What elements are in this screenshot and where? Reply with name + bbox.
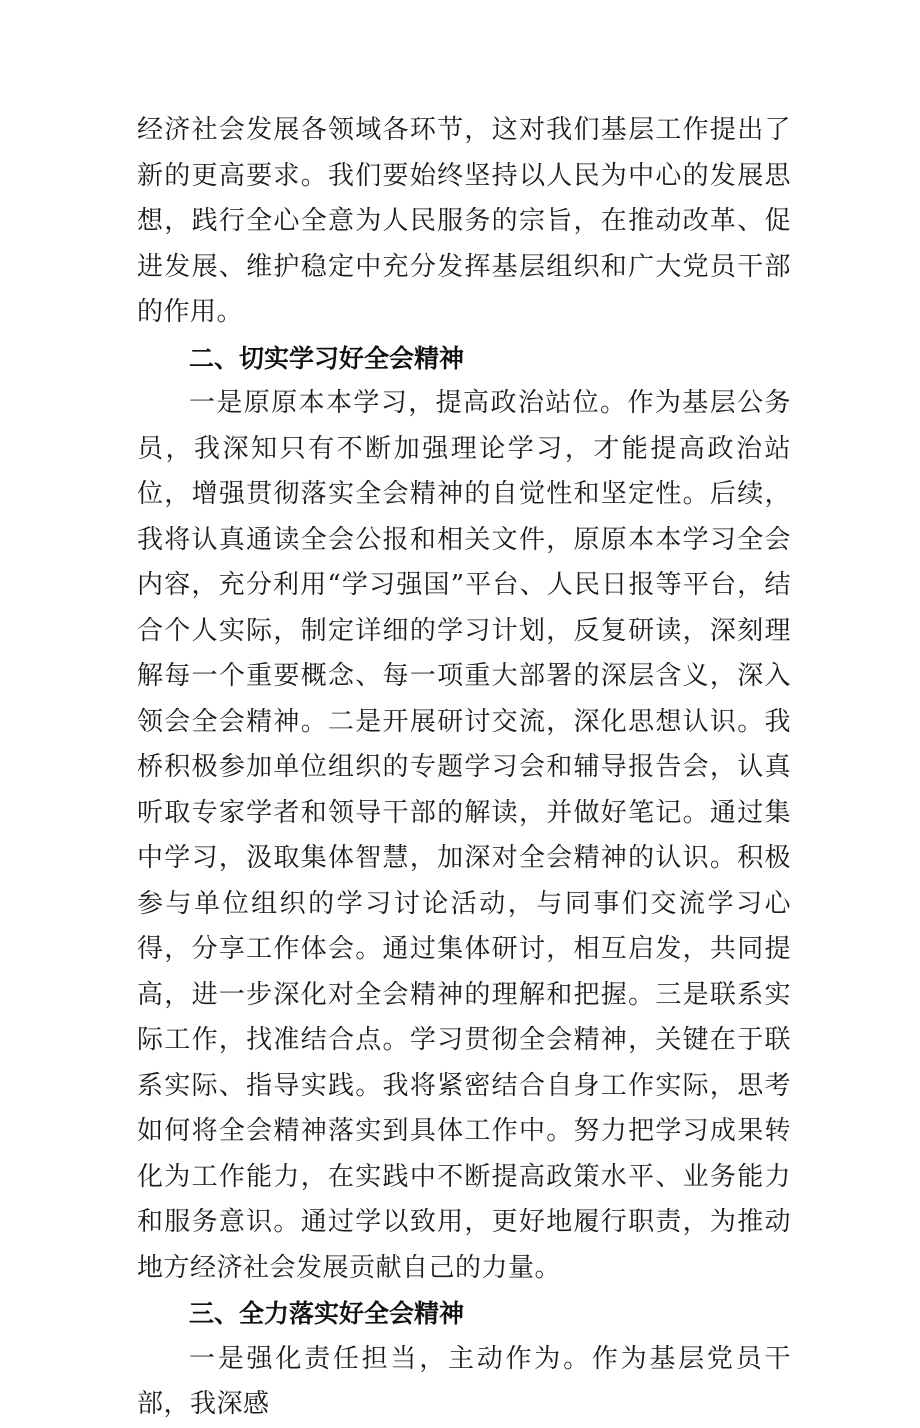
section-heading-3: 三、全力落实好全会精神 [189, 1299, 465, 1328]
section-heading-2: 二、切实学习好全会精神 [189, 343, 465, 373]
body-paragraph-3: 一是强化责任担当，主动作为。作为基层党员干部，我深感 [137, 1343, 791, 1419]
body-paragraph-2: 一是原原本本学习，提高政治站位。作为基层公务员，我深知只有不断加强理论学习，才能提高政治站位，增强贯彻落实全会精神的自觉性和坚定性。后续，我将认真通读全会公报和相关文件，原原本本学习全会内容，充分利用“学习强国”平台、人民日报等平台，结合个人实际，制定详细的学习计划，反复研读，深刻理解每一个重要概念、每一项重大部署的深层含义，深入领会全会精神。二是开展研讨交流，深化思想认识。我桥积极参加单位组织的专题学习会和辅导报告会，认真听取专家学者和领导干部的解读，并做好笔记。通过集中学习，汲取集体智慧，加深对全会精神的认识。积极参与单位组织的学习讨论活动，与同事们交流学习心得，分享工作体会。通过集体研讨，相互启发，共同提高，进一步深化对全会精神的理解和把握。三是联系实际工作，找准结合点。学习贯彻全会精神，关键在于联系实际、指导实践。我将紧密结合自身工作实际，思考如何将全会精神落实到具体工作中。努力把学习成果转化为工作能力，在实践中不断提高政策水平、业务能力和服务意识。通过学以致用，更好地履行职责，为推动地方经济社会发展贡献自己的力量。 [137, 388, 791, 1283]
body-paragraph-1: 经济社会发展各领域各环节，这对我们基层工作提出了新的更高要求。我们要始终坚持以人民为中心的发展思想，践行全心全意为人民服务的宗旨，在推动改革、促进发展、维护稳定中充分发挥基层组织和广大党员干部的作用。 [137, 115, 791, 327]
document-body [137, 108, 791, 1428]
